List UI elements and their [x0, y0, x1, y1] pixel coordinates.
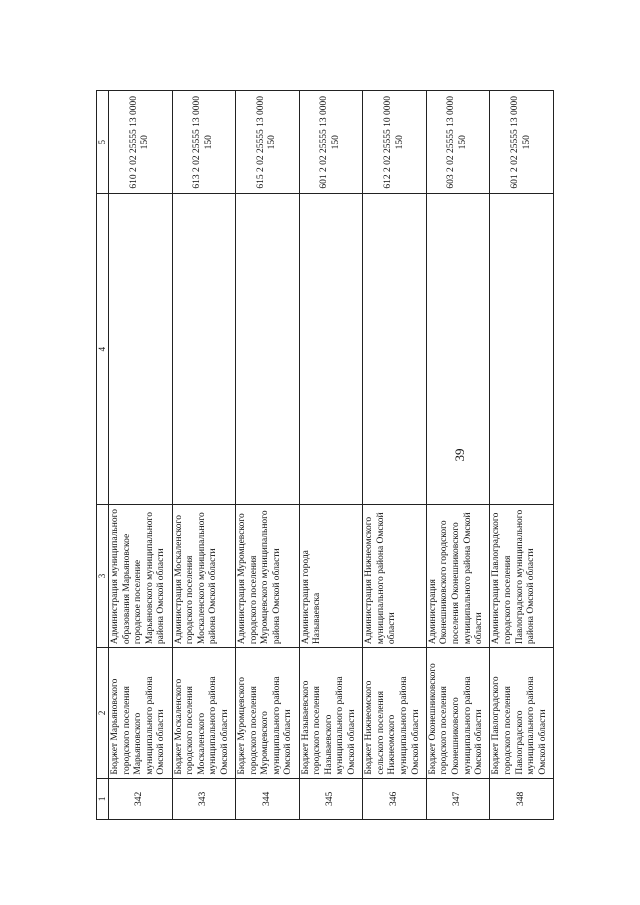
table-row: [426, 91, 490, 820]
budget-name: Бюджет Называевского городского поселения Называевского муниципального района Омской области: [299, 648, 363, 779]
column-4-cell: [108, 194, 172, 504]
table-row: [363, 91, 427, 820]
budget-classification-code: 615 2 02 25555 13 0000 150: [236, 91, 300, 194]
row-number: 346: [363, 778, 427, 819]
budget-classification-code: 603 2 02 25555 13 0000 150: [426, 91, 490, 194]
table-row: [172, 91, 236, 820]
table-row: [490, 91, 554, 820]
column-header-5: 5: [97, 91, 109, 194]
column-header-2: 2: [97, 648, 109, 779]
administrator-name: Администрация Москаленского городского поселения Москаленского муниципального района Омской области: [172, 504, 236, 647]
budget-name: Бюджет Нижнеомского сельского поселения Нижнеомского муниципального района Омской области: [363, 648, 427, 779]
row-number: 343: [172, 778, 236, 819]
administrator-name: Администрация Нижнеомского муниципального района Омской области: [363, 504, 427, 647]
page-number: 39: [452, 448, 467, 462]
column-4-cell: [363, 194, 427, 504]
column-4-cell: [426, 194, 490, 504]
row-number: 345: [299, 778, 363, 819]
budget-classification-code: 610 2 02 25555 13 0000 150: [108, 91, 172, 194]
column-4-cell: [236, 194, 300, 504]
budget-classification-code: 601 2 02 25555 13 0000 150: [490, 91, 554, 194]
row-number: 348: [490, 778, 554, 819]
budget-name: Бюджет Павлоградского городского поселения Павлоградского муниципального района Омской области: [490, 648, 554, 779]
budget-table: [96, 90, 554, 820]
rotated-page-content: [96, 90, 554, 820]
table-row: [299, 91, 363, 820]
budget-classification-code: 613 2 02 25555 13 0000 150: [172, 91, 236, 194]
budget-name: Бюджет Марьяновского городского поселения Марьяновского муниципального района Омской области: [108, 648, 172, 779]
administrator-name: Администрация муниципального образования Марьяновское городское поселение Марьяновского муниципального района Омской области: [108, 504, 172, 647]
budget-classification-code: 612 2 02 25555 10 0000 150: [363, 91, 427, 194]
row-number: 342: [108, 778, 172, 819]
administrator-name: Администрация Оконешниковского городского поселения Оконешниковского муниципального района Омской области: [426, 504, 490, 647]
column-header-3: 3: [97, 504, 109, 647]
row-number: 347: [426, 778, 490, 819]
column-header-4: 4: [97, 194, 109, 504]
administrator-name: Администрация Муромцевского городского поселения Муромцевского муниципального района Омской области: [236, 504, 300, 647]
row-number: 344: [236, 778, 300, 819]
budget-name: Бюджет Москаленского городского поселения Москаленского муниципального района Омской области: [172, 648, 236, 779]
administrator-name: Администрация города Называевска: [299, 504, 363, 647]
budget-classification-code: 601 2 02 25555 13 0000 150: [299, 91, 363, 194]
table-row: [108, 91, 172, 820]
column-4-cell: [172, 194, 236, 504]
budget-name: Бюджет Муромцевского городского поселения Муромцевского муниципального района Омской области: [236, 648, 300, 779]
header-row: [97, 91, 109, 820]
column-header-1: 1: [97, 778, 109, 819]
administrator-name: Администрация Павлоградского городского поселения Павлоградского муниципального района Омской области: [490, 504, 554, 647]
table-row: [236, 91, 300, 820]
column-4-cell: [299, 194, 363, 504]
budget-name: Бюджет Оконешниковского городского поселения Оконешниковского муниципального района Омской области: [426, 648, 490, 779]
column-4-cell: [490, 194, 554, 504]
